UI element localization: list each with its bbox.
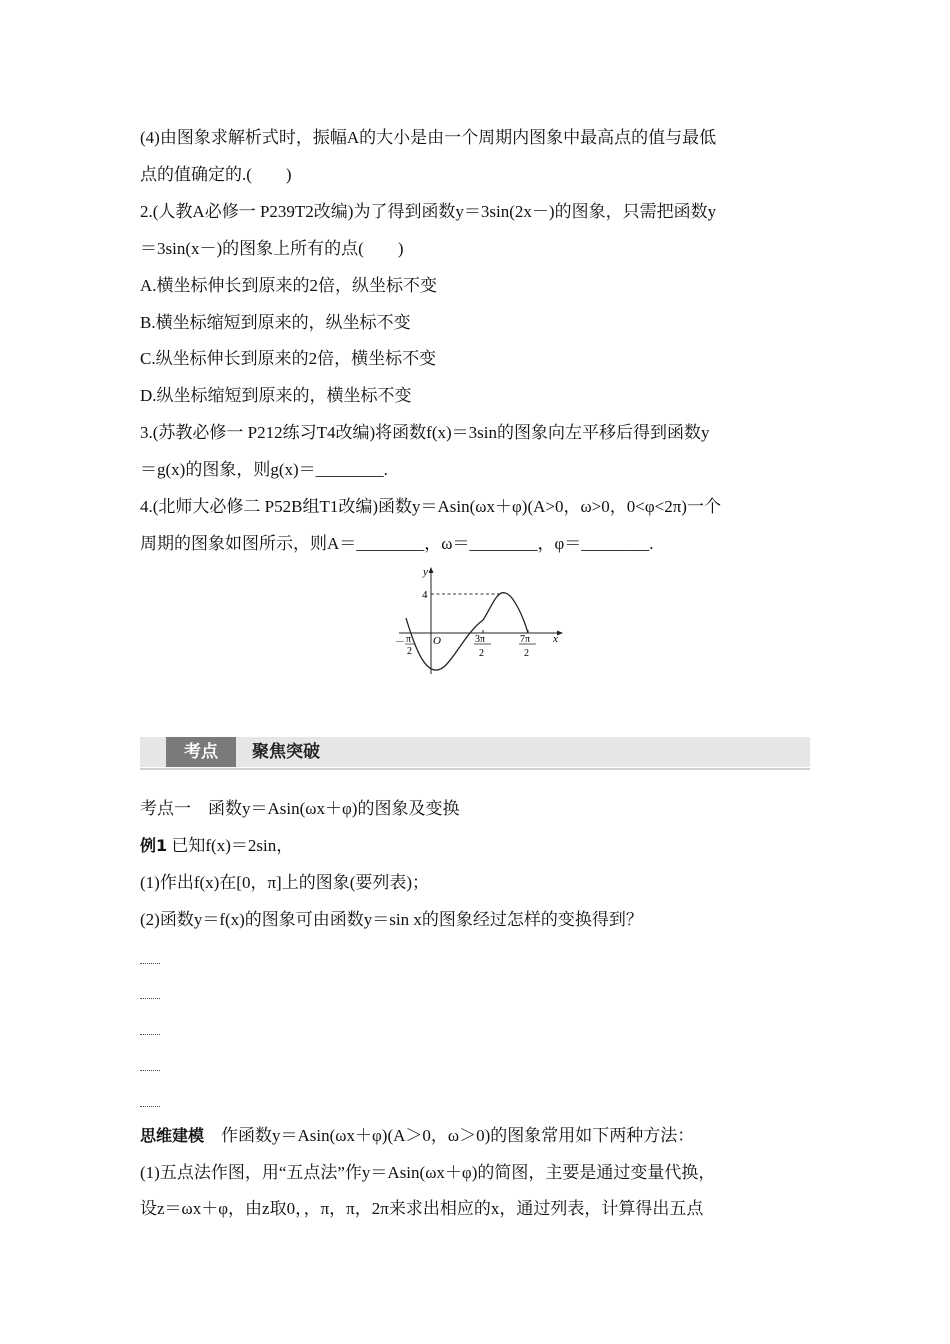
sine-curve [406, 593, 531, 670]
modeling-line [140, 1124, 694, 1148]
banner-background [140, 737, 810, 767]
question-2: 2.(人教A必修一 P239T2改编)为了得到函数y＝3sin(2x－)的图象，只需把函数y [140, 202, 717, 221]
x-axis-label: x [553, 633, 558, 645]
answer-line [140, 963, 160, 964]
text-line: 设z＝ωx＋φ，由z取0，，π，π，2π来求出相应的x，通过列表，计算得出五点 [140, 1199, 704, 1218]
tick-right-num: 7π [520, 634, 531, 645]
option-a: A.横坐标伸长到原来的2倍，纵坐标不变 [140, 276, 438, 295]
answer-line [140, 1070, 160, 1071]
example-label: 例1 [140, 836, 168, 855]
banner-tab: 考点 [166, 737, 236, 767]
text-line: ＝g(x)的图象，则g(x)＝________. [140, 460, 388, 479]
tick-left-sign: － [395, 637, 405, 648]
tick-left-num: π [406, 634, 412, 645]
section-heading: 考点一 函数y＝Asin(ωx＋φ)的图象及变换 [140, 799, 460, 818]
sine-graph [395, 564, 565, 676]
max-value-label: 4 [422, 589, 428, 601]
example-1 [140, 834, 293, 858]
question-4: 4.(北师大必修二 P52B组T1改编)函数y＝Asin(ωx＋φ)(A>0，ω>0，0<φ<2π)一个 [140, 497, 721, 516]
answer-line [140, 1034, 160, 1035]
modeling-text: 作函数y＝Asin(ωx＋φ)(A＞0，ω＞0)的图象常用如下两种方法： [204, 1126, 695, 1145]
y-axis-arrow-icon [429, 567, 434, 573]
text-line: 周期的图象如图所示，则A＝________，ω＝________，φ＝________. [140, 534, 654, 553]
tick-right-den: 2 [524, 648, 529, 659]
section-banner [140, 737, 810, 771]
tick-mid-den: 2 [479, 648, 484, 659]
sub-question-1: (1)作出f(x)在[0，π]上的图象(要列表)； [140, 873, 430, 892]
text-line: ＝3sin(x－)的图象上所有的点( ) [140, 239, 404, 258]
sub-question-2: (2)函数y＝f(x)的图象可由函数y＝sin x的图象经过怎样的变换得到？ [140, 910, 643, 929]
option-c: C.纵坐标伸长到原来的2倍，横坐标不变 [140, 349, 437, 368]
tick-left-den: 2 [407, 646, 412, 657]
question-3: 3.(苏教必修一 P212练习T4改编)将函数f(x)＝3sin的图象向左平移后得到函数y [140, 423, 710, 442]
text-line: (1)五点法作图，用“五点法”作y＝Asin(ωx＋φ)的简图，主要是通过变量代换， [140, 1163, 716, 1182]
y-axis-label: y [423, 566, 428, 578]
option-d: D.纵坐标缩短到原来的，横坐标不变 [140, 386, 412, 405]
option-b: B.横坐标缩短到原来的，纵坐标不变 [140, 313, 411, 332]
origin-label: O [433, 635, 441, 647]
answer-line [140, 998, 160, 999]
banner-underline [140, 768, 810, 770]
answer-line [140, 1106, 160, 1107]
banner-title: 聚焦突破 [252, 742, 320, 762]
text-line: 点的值确定的.( ) [140, 165, 292, 184]
modeling-label: 思维建模 [140, 1126, 205, 1145]
example-text: 已知f(x)＝2sin， [167, 836, 294, 855]
tick-mid-num: 3π [475, 634, 486, 645]
text-line: (4)由图象求解析式时，振幅A的大小是由一个周期内图象中最高点的值与最低 [140, 128, 717, 147]
x-axis-arrow-icon [557, 631, 563, 636]
